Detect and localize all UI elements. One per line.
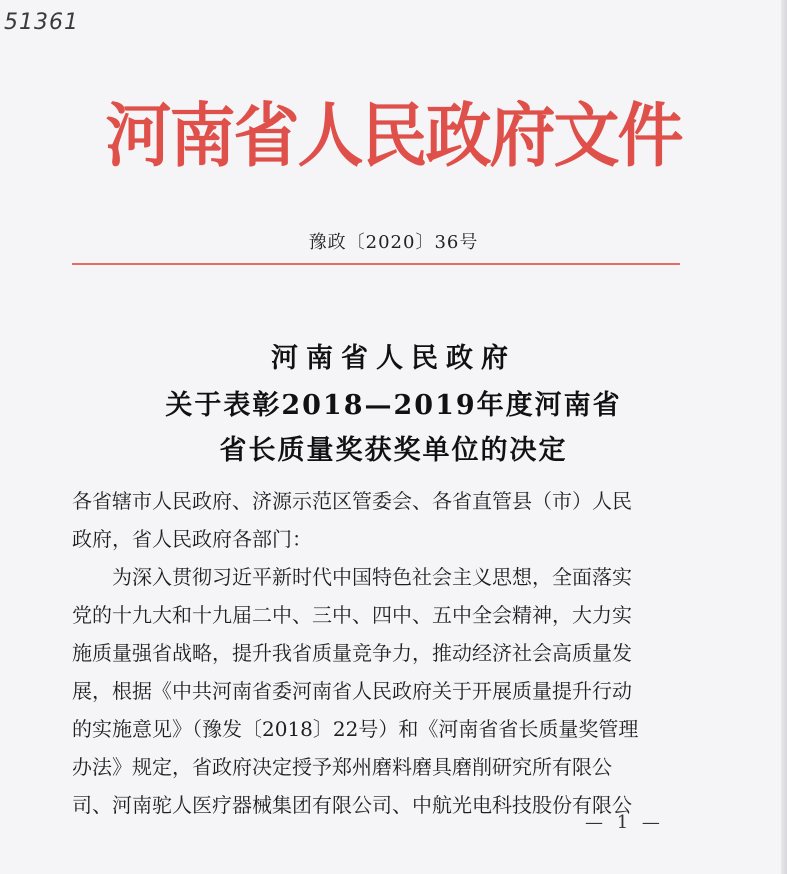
addressee-line-2: 政府，省人民政府各部门：	[72, 527, 312, 551]
document-body	[72, 482, 684, 824]
page-edge-shadow	[781, 0, 787, 874]
handwritten-corner-mark: 51361	[4, 10, 79, 35]
paragraph-line-2: 党的十九大和十九届二中、三中、四中、五中全会精神，大力实	[72, 603, 632, 627]
page-number: — 1 —	[585, 812, 664, 833]
paragraph-line-4: 展，根据《中共河南省委河南省人民政府关于开展质量提升行动	[72, 679, 632, 703]
addressee-line-1: 各省辖市人民政府、济源示范区管委会、各省直管县（市）人民	[72, 489, 632, 513]
title-line-2: 关于表彰2018—2019年度河南省	[165, 390, 622, 421]
title-line-1: 河南省人民政府	[271, 343, 516, 374]
paragraph-line-3: 施质量强省战略，提升我省质量竞争力，推动经济社会高质量发	[72, 641, 632, 665]
title-line-3: 省长质量奖获奖单位的决定	[219, 435, 568, 466]
red-divider-line	[72, 263, 680, 265]
document-number: 豫政〔2020〕36号	[308, 232, 479, 253]
paragraph-line-7: 司、河南驼人医疗器械集团有限公司、中航光电科技股份有限公	[72, 793, 632, 817]
paragraph-line-6: 办法》规定，省政府决定授予郑州磨料磨具磨削研究所有限公	[72, 755, 612, 779]
document-header: 河南省人民政府文件	[105, 95, 682, 177]
paragraph-line-1: 为深入贯彻习近平新时代中国特色社会主义思想，全面落实	[112, 565, 632, 589]
paragraph-line-5: 的实施意见》（豫发〔2018〕22号）和《河南省省长质量奖管理	[72, 717, 639, 741]
